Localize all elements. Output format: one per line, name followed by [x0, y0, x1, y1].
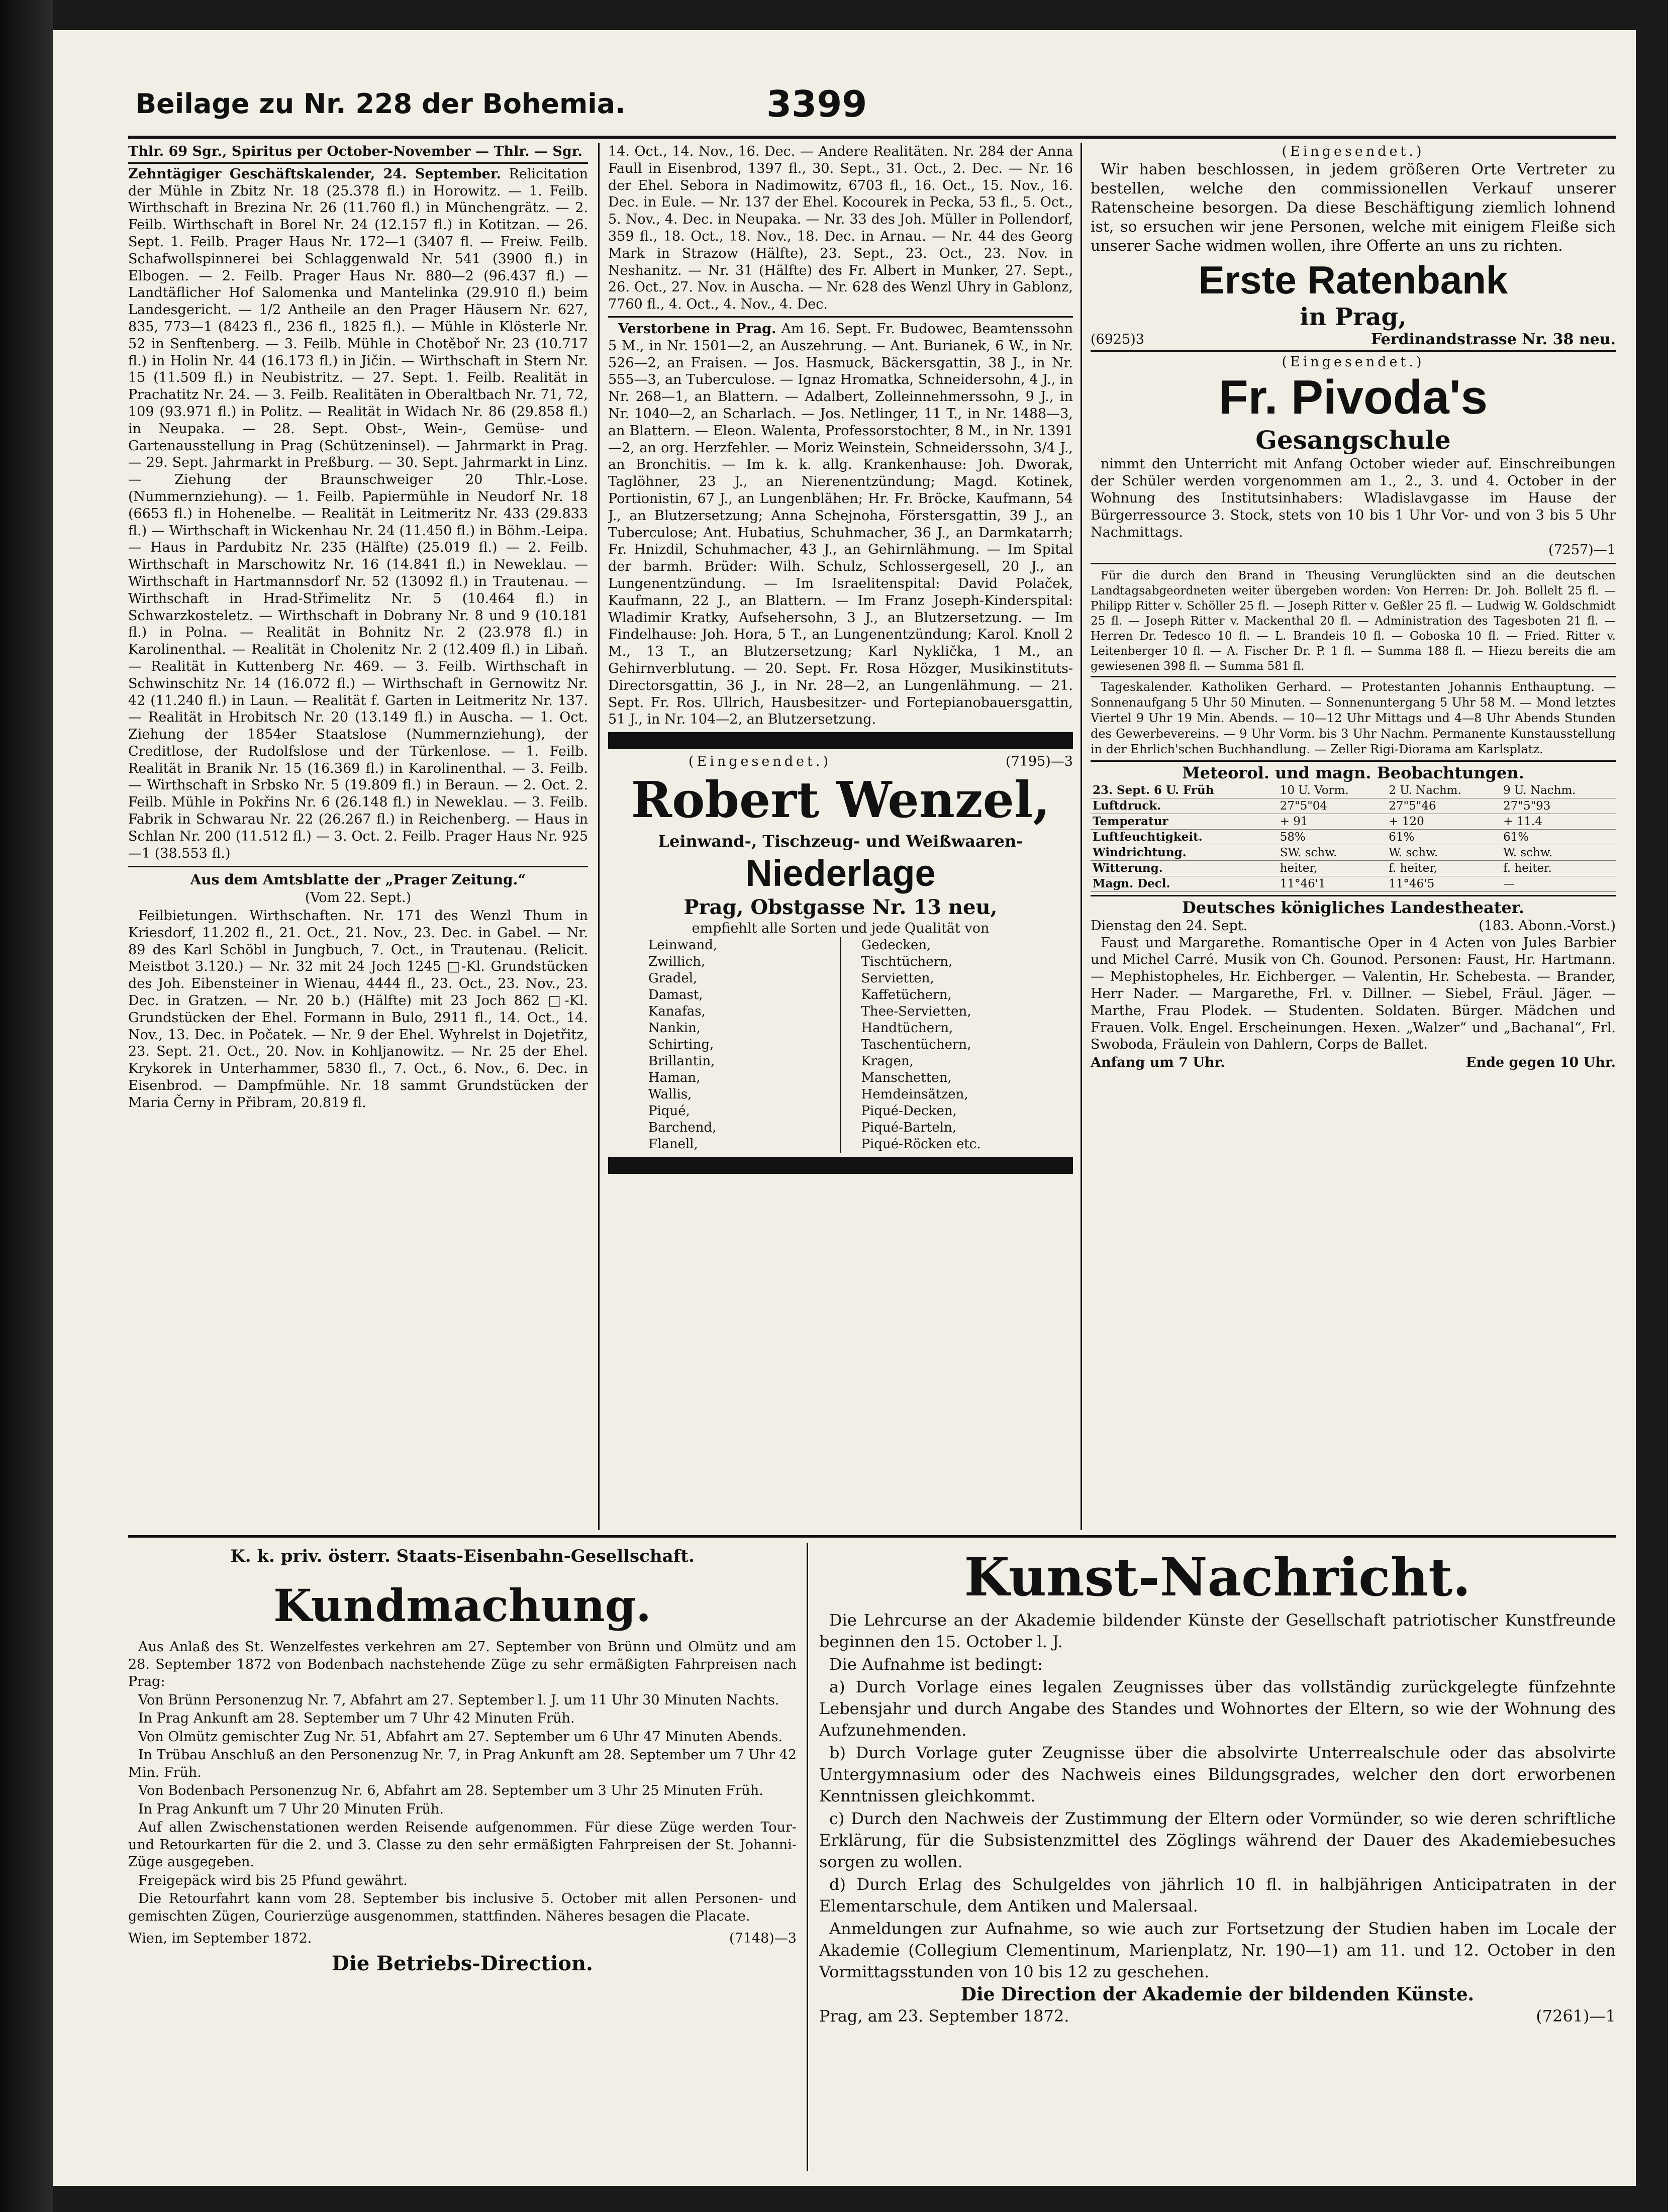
wenzel-ad	[608, 753, 1073, 1153]
product-item: Servietten,	[861, 970, 934, 986]
deaths-text: Am 16. Sept. Fr. Budowec, Beamtenssohn 5 M., in Nr. 1501—2, an Auszehrung. — Ant. Burianek, 6 W., in Nr. 526—2, an Fraisen. — Jos. Hasmuck, Bäckersgattin, 38 J., in Nr. 555—3, an Tuberculose. — Ignaz Hromatka, Schneidersohn, 4 J., in Nr. 268—1, an Blattern. — Adalbert, Zolleinnehmerssohn, 9 J., in Nr. 1040—2, an Scharlach. — Jos. Netlinger, 11 T., in Nr. 1488—3, an Blattern. — Eleon. Walenta, Professorstochter, 8 M., in Nr. 1391—2, an org. Herzfehler. — Moriz Weinstein, Schneiderssohn, 3/4 J., an Bronchitis. — Im k. k. allg. Krankenhause: Joh. Dworak, Taglöhner, 23 J., an Nierenentzündung; Magd. Kotinek, Portionistin, 67 J., an Lungenblähen; Hr. Fr. Bröcke, Kaufmann, 54 J., an Blutzersetzung; Anna Schejnoha, Förstersgattin, 39 J., an Tuberculose; Ant. Hubatius, Schuhmacher, 36 J., an Darmkatarrh; Fr. Hnizdil, Schuhmacher, 43 J., an Gehirnlähmung. — Im Spital der barmh. Brüder: Wilh. Schulz, Schlossergesell, 20 J., an Lungenentzündung. — Im Israelitenspital: David Polaček, Kaufmann, 22 J., an Blattern. — Im Franz Joseph-Kinderspital: Wladimir Kratky, Aufsehersohn, 3 J., an Blutzersetzung. — Im Findelhause: Joh. Hora, 5 T., an Lungenentzündung; Karol. Knoll 2 M., 13 T., an Blutzersetzung; Karl Nyklička, 1 M., an Gehirnverblutung. — 20. Sept. Fr. Rosa Hözger, Musikinstituts-Directorsgattin, 36 J., in Nr. 28—2, an Lungenlähmung. — 21. Sept. Fr. Ros. Ullrich, Hausbesitzer- und Fortepianobauersgattin, 51 J., in Nr. 104—2, an Blutzersetzung.	[608, 321, 1073, 728]
meteo-cell: 61%	[1501, 829, 1616, 845]
product-item: Gedecken,	[861, 937, 931, 953]
product-item: Nankin,	[648, 1020, 701, 1036]
wenzel-ref: (7195)—3	[1006, 754, 1073, 770]
meteo-row	[1091, 876, 1616, 891]
kunst-title: Kunst-Nachricht.	[964, 1546, 1471, 1608]
eisenbahn-notice	[128, 1545, 797, 2168]
amtsblatt-text: Feilbietungen. Wirthschaften. Nr. 171 des Wenzl Thum in Kriesdorf, 11.202 fl., 21. Oct., 21. Nov., 23. Dec. in Gabel. — Nr. 89 des Karl Schöbl in Jungbuch, 7. Oct., in Trautenau. (Relicit. Meistbot 3.120.) — Nr. 32 mit 24 Joch 1245 □-Kl. Grundstücken des Joh. Eibensteiner in Wienau, 4444 fl., 23. Oct., 23. Nov., 23. Dec. in Gratzen. — Nr. 20 b.) (Hälfte) mit 23 Joch 862 □-Kl. Grundstücken der Ehel. Formann in Bulo, 2911 fl., 14. Oct., 14. Nov., 13. Dec. in Počatek. — Nr. 9 der Ehel. Wyhrelst in Dojetřitz, 23. Sept. 21. Oct., 20. Nov. in Kohljanowitz. — Nr. 25 der Ehel. Krykorek in Unterhammer, 5830 fl., 7. Oct., 6. Nov., 6. Dec. in Eisenbrod. — Dampfmühle. Nr. 18 sammt Grundstücken der Maria Černy in Přibram, 20.819 fl.	[128, 908, 588, 1111]
product-item: Piqué-Barteln,	[861, 1120, 957, 1135]
product-item: Tischtüchern,	[861, 954, 953, 969]
wenzel-right-list	[841, 937, 1073, 1153]
ratenbank-ref: (6925)3	[1091, 331, 1144, 347]
product-item: Manschetten,	[861, 1070, 952, 1085]
column-3	[1091, 143, 1616, 1530]
product-item: Thee-Servietten,	[861, 1003, 971, 1019]
scan-edge	[0, 0, 53, 2212]
ratenbank-city: in Prag,	[1300, 303, 1407, 331]
product-item: Wallis,	[648, 1086, 692, 1102]
divider	[1091, 350, 1616, 352]
eisenbahn-title: Kundmachung.	[273, 1579, 651, 1632]
wenzel-product-table	[608, 937, 1073, 1153]
deaths-section	[608, 321, 1073, 728]
pivoda-eingesendet: (Eingesendet.)	[1282, 354, 1425, 370]
meteo-cell: Luftfeuchtigkeit.	[1091, 829, 1278, 845]
product-item: Kragen,	[861, 1053, 914, 1069]
kunst-ref: (7261)—1	[1536, 2006, 1616, 2026]
meteo-row	[1091, 860, 1616, 876]
meteo-cell: 58%	[1278, 829, 1387, 845]
eisenbahn-company: K. k. priv. österr. Staats-Eisenbahn-Gesellschaft.	[230, 1546, 695, 1566]
eisenbahn-para: Von Bodenbach Personenzug Nr. 6, Abfahrt am 28. September um 3 Uhr 25 Minuten Früh.	[138, 1783, 763, 1798]
kunst-item: c) Durch den Nachweis der Zustimmung der Eltern oder Vormünder, so wie deren schriftliche Erklärung, für die Subsistenzmittel des Zöglings während der Dauer des Akademiebesuches sorgen zu wollen.	[819, 1809, 1616, 1871]
eisenbahn-para: In Trübau Anschluß an den Personenzug Nr. 7, in Prag Ankunft am 28. September um 7 Uhr 42 Min. Früh.	[128, 1747, 797, 1780]
column-2	[608, 143, 1073, 1530]
meteo-cell: + 120	[1387, 814, 1501, 829]
product-item: Hemdeinsätzen,	[861, 1086, 968, 1102]
kunst-registration: Anmeldungen zur Aufnahme, so wie auch zur Fortsetzung der Studien haben im Locale der Akademie (Collegium Clementinum, Marienplatz, Nr. 190—1) am 11. und 12. October in den Vormittagsstunden von 10 bis 12 zu geschehen.	[819, 1919, 1616, 1981]
pivoda-ref: (7257)—1	[1548, 542, 1616, 558]
product-item: Damast,	[648, 987, 703, 1002]
meteo-cell: 27"5"46	[1387, 798, 1501, 814]
meteo-cell: f. heiter,	[1387, 860, 1501, 876]
wenzel-intro: empfiehlt alle Sorten und jede Qualität von	[692, 920, 990, 936]
meteo-cell: + 11.4	[1501, 814, 1616, 829]
eisenbahn-para: Auf allen Zwischenstationen werden Reisende aufgenommen. Für diese Züge werden Tour- und Retourkarten für die 2. und 3. Classe zu den sehr ermäßigten Fahrpreisen der St. Johanni-Züge ausgegeben.	[128, 1820, 797, 1870]
ad-border-top	[608, 732, 1073, 749]
product-item: Piqué-Decken,	[861, 1103, 957, 1119]
kunst-condition: Die Aufnahme ist bedingt:	[829, 1655, 1043, 1674]
kunst-signature: Die Direction der Akademie der bildenden Künste.	[960, 1984, 1475, 2005]
meteo-cell: 61%	[1387, 829, 1501, 845]
product-item: Schirting,	[648, 1037, 714, 1052]
theater-title: Deutsches königliches Landestheater.	[1182, 897, 1524, 917]
product-item: Zwillich,	[648, 954, 706, 969]
ratenbank-text: Wir haben beschlossen, in jedem größeren Orte Vertreter zu bestellen, welche den commissionellen Verkauf unserer Ratenscheine besorgen. Da diese Beschäftigung ziemlich lohnend ist, so ersuchen wir jene Personen, welche mit einigem Fleiße sich unserer Sache widmen wollen, ihre Offerte an uns zu richten.	[1091, 160, 1616, 255]
pivoda-subtitle: Gesangschule	[1255, 425, 1451, 455]
eisenbahn-date: Wien, im September 1872.	[128, 1931, 312, 1946]
kunst-item: d) Durch Erlag des Schulgeldes von jährlich 10 fl. in halbjährigen Anticipatraten in der Elementarschule, dem Antiken und Malersaal.	[819, 1875, 1616, 1916]
kunst-date: Prag, am 23. September 1872.	[819, 2006, 1069, 2026]
theater-abonn: (183. Abonn.-Vorst.)	[1479, 918, 1616, 934]
wenzel-line2: Niederlage	[745, 852, 936, 894]
donations-text: Für die durch den Brand in Theusing Verunglückten sind an die deutschen Landtagsabgeordneten weiter übergeben worden: Von Herren: Dr. Joh. Bollelt 25 fl. — Philipp Ritter v. Schöller 25 fl. — Joseph Ritter v. Geßler 25 fl. — Ludwig W. Goldschmidt 25 fl. — Joseph Ritter v. Mackenthal 20 fl. — Administration des Tagesboten 21 fl. — Herren Dr. Tedesco 10 fl. — L. Brandeis 10 fl. — Goboska 10 fl. — Fried. Ritter v. Leitenberger 10 fl. — A. Fischer Dr. P. 1 fl. — Summa 188 fl. — Hiezu bereits die am gewiesenen 398 fl. — Summa 581 fl.	[1091, 569, 1616, 673]
meteo-title: Meteorol. und magn. Beobachtungen.	[1182, 763, 1524, 783]
eisenbahn-para: Freigepäck wird bis 25 Pfund gewährt.	[138, 1872, 408, 1888]
market-line: Thlr. 69 Sgr., Spiritus per October-November — Thlr. — Sgr.	[128, 144, 582, 159]
kunst-item: a) Durch Vorlage eines legalen Zeugnisses über das vollständig zurückgelegte fünfzehnte Lebensjahr und durch Angabe des Standes und Wohnortes der Eltern, so wie der Wohnung des Aufzunehmenden.	[819, 1677, 1616, 1740]
kunst-intro: Die Lehrcurse an der Akademie bildender Künste der Gesellschaft patriotischer Kunstfreunde beginnen den 15. October l. J.	[819, 1611, 1616, 1651]
divider	[1091, 895, 1616, 896]
meteo-cell: Magn. Decl.	[1091, 876, 1278, 891]
theater-end: Ende gegen 10 Uhr.	[1465, 1055, 1616, 1071]
meteo-row	[1091, 845, 1616, 860]
calendar-text: Relicitation der Mühle in Zbitz Nr. 18 (25.378 fl.) in Horowitz. — 1. Feilb. Wirthschaft in Brezina Nr. 26 (11.760 fl.) in Münchengrätz. — 2. Feilb. Wirthschaft in Borel Nr. 24 (12.157 fl.) in Kotitzan. — 26. Sept. 1. Feilb. Prager Haus Nr. 172—1 (3407 fl. — Freiw. Feilb. Schafwollspinnerei bei Schlaggenwald Nr. 541 (3900 fl.) in Elbogen. — 2. Feilb. Prager Haus Nr. 880—2 (96.437 fl.) — Landtäflicher Hof Salomenka und Mantelinka (29.910 fl.) beim Landesgericht. — 1/2 Antheile an den Prager Häusern Nr. 627, 835, 773—1 (8423 fl., 236 fl., 1825 fl.). — Mühle in Klösterle Nr. 52 in Senftenberg. — 3. Feilb. Mühle in Chotěboř Nr. 23 (10.717 fl.) in Holin Nr. 44 (16.173 fl.) in Jičin. — Wirthschaft in Stern Nr. 15 (11.509 fl.) in Neubistritz. — 27. Sept. 1. Feilb. Realität in Prachatitz Nr. 24. — 3. Feilb. Realitäten in Oberaltbach Nr. 71, 72, 109 (93.971 fl.) in Politz. — Realität in Widach Nr. 86 (29.858 fl.) in Neupaka. — 28. Sept. Obst-, Wein-, Gemüse- und Gartenausstellung in Prag (Schützeninsel). — Jahrmarkt in Prag. — 29. Sept. Jahrmarkt in Preßburg. — 30. Sept. Jahrmarkt in Linz. — Ziehung der Braunschweiger 20 Thlr.-Lose. (Nummernziehung). — 1. Feilb. Papiermühle in Neudorf Nr. 18 (6653 fl.) in Hohenelbe. — Realität in Leitmeritz Nr. 433 (29.833 fl.) — Wirthschaft in Wickenhau Nr. 24 (11.450 fl.) in Böhm.-Leipa. — Haus in Pardubitz Nr. 235 (Hälfte) (25.019 fl.) — 2. Feilb. Wirthschaft in Marschowitz Nr. 16 (14.841 fl.) in Neweklau. — Wirthschaft in Hartmannsdorf Nr. 52 (13092 fl.) in Trautenau. — Wirthschaft in Hrad-Střimelitz Nr. 5 (10.464 fl.) in Schwarzkosteletz. — Wirthschaft in Dobrany Nr. 8 und 9 (10.181 fl.) in Polna. — Realität in Bohnitz Nr. 2 (23.978 fl.) in Karolinenthal. — Realität in Cholenitz Nr. 2 (12.409 fl.) in Libaň. — Realität in Kuttenberg Nr. 469. — 3. Feilb. Wirthschaft in Schwinschitz Nr. 14 (16.072 fl.) — Wirthschaft in Gernowitz Nr. 42 (11.240 fl.) in Laun. — Realität f. Garten in Leitmeritz Nr. 137. — Realität in Hrobitsch Nr. 20 (13.149 fl.) in Auscha. — 1. Oct. Ziehung der 1854er Staatslose (Nummernziehung), der Creditlose, der Rudolfslose und der Türkenlose. — 1. Feilb. Realität in Branik Nr. 15 (16.369 fl.) in Karolinenthal. — 3. Feilb. — Wirthschaft in Srbsko Nr. 5 (19.809 fl.) in Beraun. — 2. Oct. 2. Feilb. Mühle in Pokřins Nr. 6 (26.148 fl.) in Neweklau. — 3. Feilb. Fabrik in Schwarau Nr. 22 (26.267 fl.) in Reichenberg. — Haus in Schlan Nr. 200 (11.512 fl.) — 3. Oct. 2. Feilb. Prager Haus Nr. 925—1 (38.553 fl.)	[128, 166, 588, 861]
meteo-cell: f. heiter.	[1501, 860, 1616, 876]
product-item: Kaffetüchern,	[861, 987, 952, 1002]
eisenbahn-para: Von Brünn Personenzug Nr. 7, Abfahrt am 27. September l. J. um 11 Uhr 30 Minuten Nachts.	[138, 1692, 779, 1708]
meteo-header-row	[1091, 783, 1616, 798]
product-item: Haman,	[648, 1070, 701, 1085]
divider	[128, 866, 588, 867]
column-rule-1	[598, 143, 600, 1530]
lower-column-rule	[807, 1543, 808, 2171]
wenzel-line1: Leinwand-, Tischzeug- und Weißwaaren-	[658, 831, 1023, 851]
ratenbank-eingesendet: (Eingesendet.)	[1282, 144, 1425, 159]
lower-rule	[128, 1535, 1616, 1538]
product-item: Gradel,	[648, 970, 698, 986]
meteo-cell: 11°46'1	[1278, 876, 1387, 891]
divider	[1091, 676, 1616, 677]
divider	[1091, 563, 1616, 564]
meteo-cell: heiter,	[1278, 860, 1387, 876]
eisenbahn-para: Von Olmütz gemischter Zug Nr. 51, Abfahrt am 27. September um 6 Uhr 47 Minuten Abends.	[138, 1729, 783, 1745]
header-rule	[128, 136, 1616, 139]
wenzel-name: Robert Wenzel,	[631, 771, 1050, 829]
meteo-cell: SW. schw.	[1278, 845, 1387, 860]
column-rule-2	[1081, 143, 1082, 1530]
kunst-item: b) Durch Vorlage guter Zeugnisse über die absolvirte Unterrealschule oder das absolvirte Untergymnasium oder des Nachweis eines Bildungsgrades, welcher den dort erworbenen Kenntnissen gleichkommt.	[819, 1743, 1616, 1805]
eisenbahn-para: In Prag Ankunft um 7 Uhr 20 Minuten Früh.	[138, 1801, 444, 1817]
meteo-header-cell: 23. Sept. 6 U. Früh	[1091, 783, 1278, 798]
product-item: Flanell,	[648, 1136, 698, 1152]
meteo-cell: Witterung.	[1091, 860, 1278, 876]
meteo-cell: W. schw.	[1387, 845, 1501, 860]
eisenbahn-para: Aus Anlaß des St. Wenzelfestes verkehren am 27. September von Brünn und Olmütz und am 28. September 1872 von Bodenbach nachstehende Züge zu sehr ermäßigten Fahrpreisen nach Prag:	[128, 1639, 797, 1689]
eisenbahn-para: In Prag Ankunft am 28. September um 7 Uhr 42 Minuten Früh.	[138, 1711, 575, 1726]
header-supplement-title: Beilage zu Nr. 228 der Bohemia.	[136, 88, 626, 120]
product-item: Piqué-Röcken etc.	[861, 1136, 981, 1152]
meteo-cell: Luftdruck.	[1091, 798, 1278, 814]
eisenbahn-ref: (7148)—3	[729, 1931, 797, 1946]
meteo-row	[1091, 829, 1616, 845]
product-item: Leinwand,	[648, 937, 718, 953]
meteo-header-cell: 2 U. Nachm.	[1387, 783, 1501, 798]
theater-start: Anfang um 7 Uhr.	[1091, 1055, 1225, 1071]
meteo-cell: Windrichtung.	[1091, 845, 1278, 860]
newspaper-page	[53, 30, 1636, 2186]
pivoda-name: Fr. Pivoda's	[1218, 370, 1488, 425]
meteo-cell: 11°46'5	[1387, 876, 1501, 891]
eisenbahn-signature: Die Betriebs-Direction.	[332, 1951, 593, 1975]
product-item: Brillantin,	[648, 1053, 715, 1069]
meteo-cell: + 91	[1278, 814, 1387, 829]
amtsblatt-title: Aus dem Amtsblatte der „Prager Zeitung.“	[190, 871, 526, 888]
meteo-cell: 27"5"93	[1501, 798, 1616, 814]
wenzel-eingesendet: (Eingesendet.)	[689, 754, 831, 770]
realitaeten-text: 14. Oct., 14. Nov., 16. Dec. — Andere Realitäten. Nr. 284 der Anna Faull in Eisenbrod, 1397 fl., 30. Sept., 31. Oct., 2. Dec. — Nr. 16 der Ehel. Sebora in Nadimowitz, 6703 fl., 16. Oct., 15. Nov., 16. Dec. in Eule. — Nr. 137 der Ehel. Kocourek in Pecka, 53 fl., 5. Oct., 5. Nov., 4. Dec. in Neupaka. — Nr. 33 des Joh. Müller in Pollendorf, 359 fl., 18. Oct., 18. Nov., 18. Dec. in Arnau. — Nr. 44 des Georg Mark in Strazow (Hälfte), 23. Sept., 23. Oct., 23. Nov. in Neshanitz. — Nr. 31 (Hälfte) des Fr. Albert in Munker, 27. Sept., 26. Oct., 27. Nov. in Auscha. — Nr. 628 des Wenzl Uhry in Gablonz, 7760 fl., 4. Oct., 4. Nov., 4. Dec.	[608, 144, 1073, 313]
theater-text: Faust und Margarethe. Romantische Oper in 4 Acten von Jules Barbier und Michel Carré. Musik von Ch. Gounod. Personen: Faust, Hr. Hartmann. — Mephistopheles, Hr. Eichberger. — Valentin, Hr. Schebesta. — Brander, Herr Nader. — Margarethe, Frl. v. Dillner. — Siebel, Fräul. Jäger. — Marthe, Frau Plodek. — Studenten. Soldaten. Bürger. Mädchen und Frauen. Volk. Engel. Erscheinungen. Hexen. „Walzer“ und „Bachanal“, Frl. Swoboda, Fräulein von Dahlern, Corps de Ballet.	[1091, 935, 1616, 1053]
meteo-row	[1091, 814, 1616, 829]
calendar-title: Zehntägiger Geschäftskalender, 24. September.	[128, 166, 501, 182]
ratenbank-name: Erste Ratenbank	[1198, 257, 1508, 302]
product-item: Barchend,	[648, 1120, 717, 1135]
divider	[608, 316, 1073, 318]
wenzel-left-list	[608, 937, 841, 1153]
meteo-table	[1091, 783, 1616, 892]
deaths-title: Verstorbene in Prag.	[618, 321, 776, 337]
tageskalender-text: Tageskalender. Katholiken Gerhard. — Protestanten Johannis Enthauptung. — Sonnenaufgang 5 Uhr 50 Minuten. — Sonnenuntergang 5 Uhr 58 M. — Mond letztes Viertel 9 Uhr 19 Min. Abends. — 10—12 Uhr Mittags und 4—8 Uhr Abends Stunden des Gewerbevereins. — 9 Uhr Vorm. bis 3 Uhr Nachm. Permanente Kunstausstellung in der Ehrlich'schen Buchhandlung. — Zeller Rigi-Diorama am Karlsplatz.	[1091, 680, 1616, 757]
meteo-cell: —	[1501, 876, 1616, 891]
divider	[128, 162, 588, 164]
meteo-cell: Temperatur	[1091, 814, 1278, 829]
product-item: Piqué,	[648, 1103, 690, 1119]
pivoda-text: nimmt den Unterricht mit Anfang October wieder auf. Einschreibungen der Schüler werden vorgenommen am 1., 2., 3. und 4. October in der Wohnung des Institutsinhabers: Wladislavgasse im Hause der Bürgerressource 3. Stock, stets von 10 bis 1 Uhr Vor- und von 3 bis 5 Uhr Nachmittags.	[1091, 456, 1616, 540]
meteo-cell: 27"5"04	[1278, 798, 1387, 814]
product-item: Handtüchern,	[861, 1020, 953, 1036]
product-item: Kanafas,	[648, 1003, 706, 1019]
amtsblatt-date: (Vom 22. Sept.)	[305, 890, 412, 906]
meteo-header-cell: 10 U. Vorm.	[1278, 783, 1387, 798]
meteo-cell: W. schw.	[1501, 845, 1616, 860]
meteo-header-cell: 9 U. Nachm.	[1501, 783, 1616, 798]
meteo-row	[1091, 798, 1616, 814]
eisenbahn-para: Die Retourfahrt kann vom 28. September bis inclusive 5. October mit allen Personen- und gemischten Zügen, Courierzüge ausgenommen, stattfinden. Näheres besagen die Placate.	[128, 1891, 797, 1924]
wenzel-address: Prag, Obstgasse Nr. 13 neu,	[683, 895, 998, 919]
column-1	[128, 143, 588, 1530]
ad-border-bottom	[608, 1157, 1073, 1174]
page-number: 3399	[766, 83, 867, 125]
theater-date: Dienstag den 24. Sept.	[1091, 918, 1248, 934]
product-item: Taschentüchern,	[861, 1037, 971, 1052]
ratenbank-street: Ferdinandstrasse Nr. 38 neu.	[1371, 330, 1616, 348]
calendar-section	[128, 166, 588, 862]
divider	[1091, 760, 1616, 762]
kunst-notice	[819, 1545, 1616, 2168]
